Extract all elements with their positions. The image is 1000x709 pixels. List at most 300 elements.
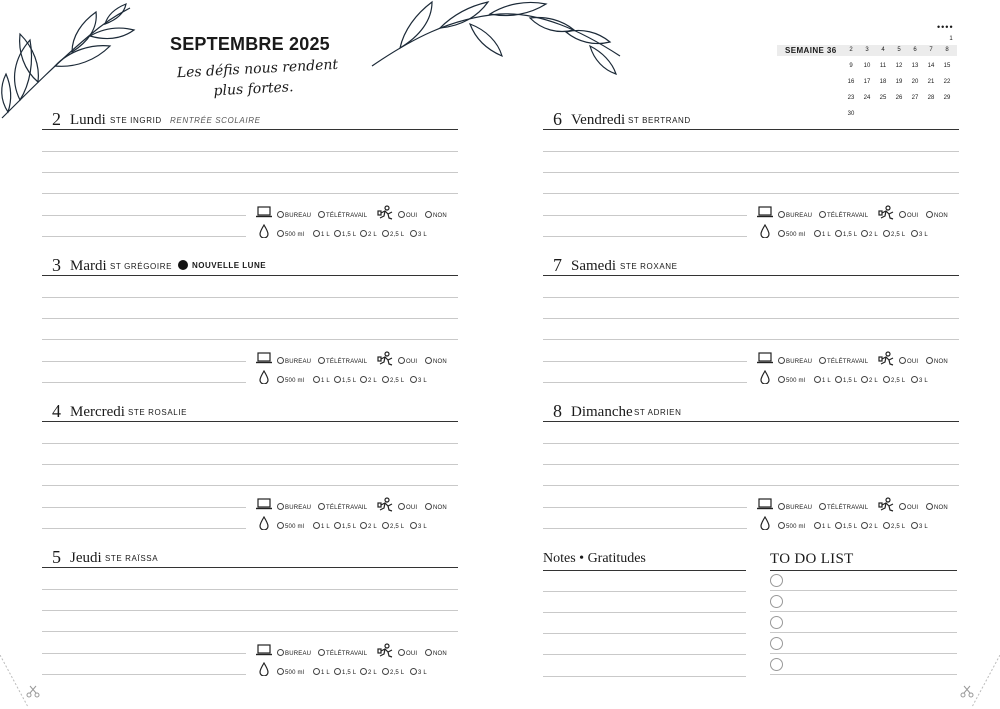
calendar-day: 15 [943,63,951,69]
sport-icon [878,497,896,515]
day-header [42,547,458,568]
option-non[interactable] [926,357,948,366]
writing-line [543,507,747,508]
saint-name: STE ROSALIE [128,408,188,417]
option-bureau[interactable] [778,503,812,512]
option-label: OUI [406,213,418,219]
day-name: Lundi [70,112,106,128]
option-bureau[interactable] [277,211,311,220]
calendar-day: 8 [945,47,949,53]
writing-line [42,172,458,173]
option-bureau[interactable] [277,357,311,366]
option-oui[interactable] [899,503,918,512]
day-block [543,109,959,249]
water-option[interactable] [334,522,356,531]
water-option[interactable] [883,230,905,239]
corner-dash-right [970,655,1000,709]
day-number: 3 [52,255,61,275]
day-block [42,109,458,249]
writing-line [42,361,246,362]
calendar-day: 7 [929,47,933,53]
calendar-day: 23 [847,95,855,101]
option-label: 2,5 L [390,524,405,530]
day-block [543,255,959,395]
option-non[interactable] [425,649,447,658]
todo-checkbox[interactable] [770,595,783,608]
water-option[interactable] [382,522,404,531]
option-label: 2 L [869,524,878,530]
option-label: 1 L [321,378,330,384]
water-option[interactable] [861,230,878,239]
laptop-icon [256,352,272,366]
writing-line [42,674,246,675]
option-label: TÉLÉTRAVAIL [827,505,869,511]
option-label: NON [433,213,447,219]
option-label: 1,5 L [843,232,858,238]
water-tracker [256,227,456,241]
writing-line [42,528,246,529]
option-oui[interactable] [398,357,417,366]
calendar-day: 2 [849,47,853,53]
writing-line [42,464,458,465]
option-label: 3 L [418,524,427,530]
day-number: 5 [52,547,61,567]
option-label: 500 ml [285,378,305,384]
day-header [543,401,959,422]
water-option[interactable] [313,522,330,531]
water-option[interactable] [778,230,805,239]
laptop-icon [256,206,272,220]
calendar-day: 20 [911,79,919,85]
writing-line [543,464,959,465]
option-teletravail[interactable] [819,503,868,512]
calendar-day: 27 [911,95,919,101]
calendar-day: 9 [849,63,853,69]
option-teletravail[interactable] [318,357,367,366]
day-header [543,255,959,276]
leaf-branch-center-illustration [370,0,630,80]
option-label: 1 L [321,232,330,238]
calendar-day: 1 [949,36,953,42]
todo-line [770,653,957,654]
motto [157,54,359,104]
day-header [42,109,458,130]
water-option[interactable] [313,230,330,239]
option-label: OUI [406,359,418,365]
option-label: 3 L [418,232,427,238]
saint-name: ST BERTRAND [628,116,691,125]
option-label: 1 L [321,670,330,676]
option-label: OUI [907,213,919,219]
option-non[interactable] [425,211,447,220]
option-teletravail[interactable] [819,211,868,220]
writing-line [42,297,458,298]
saint-name: ST ADRIEN [634,408,682,417]
writing-line [543,151,959,152]
motto-line-2: plus fortes. [213,79,294,100]
option-oui[interactable] [398,503,417,512]
option-label: 2 L [869,378,878,384]
todo-line [770,632,957,633]
water-tracker [757,373,957,387]
option-bureau[interactable] [778,357,812,366]
water-option[interactable] [835,230,857,239]
option-label: NON [934,213,948,219]
calendar-day: 21 [927,79,935,85]
day-header [42,401,458,422]
water-option[interactable] [778,376,805,385]
month-title: SEPTEMBRE 2025 [170,34,330,54]
water-option[interactable] [313,668,330,677]
calendar-day: 4 [881,47,885,53]
option-label: 2 L [368,232,377,238]
todo-line [770,674,957,675]
option-non[interactable] [425,503,447,512]
water-option[interactable] [334,668,356,677]
option-label: NON [433,359,447,365]
option-bureau[interactable] [277,503,311,512]
day-number: 2 [52,109,61,129]
option-label: 1,5 L [843,378,858,384]
water-option[interactable] [410,668,427,677]
option-label: BUREAU [285,359,312,365]
sport-icon [878,351,896,369]
day-name: Mercredi [70,404,125,420]
option-label: 3 L [919,232,928,238]
day-name: Dimanche [571,404,633,420]
option-label: BUREAU [285,505,312,511]
water-option[interactable] [778,522,805,531]
calendar-day: 11 [879,63,887,69]
water-drop-icon [259,224,269,240]
corner-dash-left [0,655,30,709]
option-non[interactable] [425,357,447,366]
laptop-icon [757,498,773,512]
water-tracker [256,519,456,533]
writing-line [42,318,458,319]
new-moon-icon [178,260,188,270]
option-label: 2,5 L [891,232,906,238]
day-name: Jeudi [70,550,102,566]
calendar-day: 6 [913,47,917,53]
todo-checkbox[interactable] [770,658,783,671]
water-drop-icon [259,516,269,532]
water-option[interactable] [835,522,857,531]
day-block [42,401,458,541]
option-label: 2 L [869,232,878,238]
day-name: Samedi [571,258,616,274]
water-option[interactable] [911,376,928,385]
option-label: 1 L [822,378,831,384]
calendar-day: 5 [897,47,901,53]
saint-name: ST GRÉGOIRE [110,262,173,271]
option-label: TÉLÉTRAVAIL [326,505,368,511]
calendar-day: 28 [927,95,935,101]
option-label: TÉLÉTRAVAIL [827,213,869,219]
option-label: 3 L [919,524,928,530]
todo-line [770,590,957,591]
option-label: 3 L [418,378,427,384]
water-drop-icon [760,224,770,240]
option-teletravail[interactable] [318,503,367,512]
writing-line [42,631,458,632]
day-number: 7 [553,255,562,275]
calendar-day: 25 [879,95,887,101]
water-option[interactable] [814,522,831,531]
day-header [543,109,959,130]
water-option[interactable] [313,376,330,385]
option-non[interactable] [926,503,948,512]
laptop-icon [256,644,272,658]
option-label: 3 L [919,378,928,384]
calendar-day: 12 [895,63,903,69]
work-sport-tracker [256,500,456,514]
day-number: 6 [553,109,562,129]
writing-line [42,589,458,590]
water-tracker [757,519,957,533]
water-option[interactable] [277,522,304,531]
option-label: 500 ml [285,232,305,238]
writing-line [543,215,747,216]
option-label: TÉLÉTRAVAIL [326,651,368,657]
water-option[interactable] [360,668,377,677]
option-teletravail[interactable] [318,211,367,220]
option-label: TÉLÉTRAVAIL [326,359,368,365]
day-event: RENTRÉE SCOLAIRE [170,116,261,125]
option-label: 2,5 L [390,232,405,238]
water-option[interactable] [911,522,928,531]
water-option[interactable] [382,230,404,239]
moon-phase [178,260,266,271]
writing-line [42,485,458,486]
sport-icon [377,497,395,515]
todo-checkbox[interactable] [770,616,783,629]
water-tracker [256,665,456,679]
option-label: 1,5 L [843,524,858,530]
water-option[interactable] [883,522,905,531]
calendar-day: 17 [863,79,871,85]
option-teletravail[interactable] [819,357,868,366]
option-label: BUREAU [786,505,813,511]
option-label: 1,5 L [342,670,357,676]
option-bureau[interactable] [277,649,311,658]
water-option[interactable] [883,376,905,385]
option-label: 2 L [368,378,377,384]
option-label: NON [433,505,447,511]
calendar-day: 30 [847,111,855,117]
option-label: BUREAU [786,213,813,219]
water-drop-icon [760,516,770,532]
calendar-day: 29 [943,95,951,101]
writing-line [543,528,747,529]
option-label: NON [934,505,948,511]
day-name: Vendredi [571,112,626,128]
option-label: 1,5 L [342,378,357,384]
water-option[interactable] [360,376,377,385]
todo-checkbox[interactable] [770,574,783,587]
sport-icon [878,205,896,223]
option-label: 500 ml [285,524,305,530]
writing-line [543,485,959,486]
water-option[interactable] [382,668,404,677]
option-label: 1,5 L [342,232,357,238]
option-oui[interactable] [899,211,918,220]
todo-title: TO DO LIST [770,550,957,571]
calendar-day: 16 [847,79,855,85]
page-dots: •••• [937,22,954,32]
option-oui[interactable] [899,357,918,366]
writing-line [42,443,458,444]
option-label: 2 L [368,670,377,676]
water-option[interactable] [410,522,427,531]
todo-line [770,611,957,612]
option-label: OUI [406,651,418,657]
option-label: BUREAU [786,359,813,365]
writing-line [42,151,458,152]
water-option[interactable] [277,668,304,677]
day-name: Mardi [70,258,107,274]
calendar-day: 3 [865,47,869,53]
option-label: OUI [907,505,919,511]
work-sport-tracker [256,646,456,660]
option-label: BUREAU [285,213,312,219]
calendar-day: 10 [863,63,871,69]
water-option[interactable] [334,376,356,385]
option-non[interactable] [926,211,948,220]
day-number: 8 [553,401,562,421]
option-label: BUREAU [285,651,312,657]
water-option[interactable] [911,230,928,239]
notes-line [543,633,746,634]
option-label: 1 L [822,232,831,238]
writing-line [42,507,246,508]
calendar-day: 24 [863,95,871,101]
option-label: 3 L [418,670,427,676]
option-label: OUI [907,359,919,365]
water-drop-icon [760,370,770,386]
writing-line [42,193,458,194]
water-option[interactable] [277,376,304,385]
option-label: 2,5 L [390,670,405,676]
work-sport-tracker [256,354,456,368]
writing-line [543,339,959,340]
option-label: 500 ml [786,524,806,530]
water-option[interactable] [861,376,878,385]
option-bureau[interactable] [778,211,812,220]
water-option[interactable] [277,230,304,239]
sport-icon [377,643,395,661]
writing-line [42,653,246,654]
water-option[interactable] [814,230,831,239]
option-label: 2,5 L [891,524,906,530]
work-sport-tracker [757,354,957,368]
water-option[interactable] [814,376,831,385]
option-label: 1,5 L [342,524,357,530]
saint-name: STE RAÏSSA [105,554,159,563]
option-label: TÉLÉTRAVAIL [326,213,368,219]
option-label: NON [433,651,447,657]
water-option[interactable] [410,376,427,385]
water-option[interactable] [382,376,404,385]
option-label: 2,5 L [891,378,906,384]
option-oui[interactable] [398,211,417,220]
saint-name: STE ROXANE [620,262,678,271]
notes-line [543,591,746,592]
writing-line [543,443,959,444]
calendar-day: 22 [943,79,951,85]
work-sport-tracker [757,500,957,514]
writing-line [42,382,246,383]
work-sport-tracker [256,208,456,222]
writing-line [42,215,246,216]
work-sport-tracker [757,208,957,222]
todo-checkbox[interactable] [770,637,783,650]
writing-line [42,339,458,340]
writing-line [543,193,959,194]
option-label: TÉLÉTRAVAIL [827,359,869,365]
option-label: 2 L [368,524,377,530]
water-tracker [256,373,456,387]
option-label: NON [934,359,948,365]
option-oui[interactable] [398,649,417,658]
week-label: SEMAINE 36 [785,46,837,55]
writing-line [543,318,959,319]
water-tracker [757,227,957,241]
day-block [42,547,458,687]
option-label: 500 ml [786,232,806,238]
writing-line [42,610,458,611]
water-option[interactable] [835,376,857,385]
writing-line [543,236,747,237]
calendar-day: 13 [911,63,919,69]
water-option[interactable] [360,230,377,239]
laptop-icon [757,352,773,366]
calendar-day: 18 [879,79,887,85]
day-header [42,255,458,276]
option-label: OUI [406,505,418,511]
notes-line [543,676,746,677]
moon-phase-label: NOUVELLE LUNE [192,261,267,270]
day-block [42,255,458,395]
writing-line [543,382,747,383]
saint-name: STE INGRID [110,116,162,125]
calendar-day: 14 [927,63,935,69]
motto-line-1: Les défis nous rendent [176,56,339,82]
calendar-day: 26 [895,95,903,101]
calendar-day: 19 [895,79,903,85]
option-label: 500 ml [786,378,806,384]
day-block [543,401,959,541]
writing-line [543,361,747,362]
notes-line [543,654,746,655]
option-label: 1 L [321,524,330,530]
notes-title: Notes • Gratitudes [543,550,746,571]
writing-line [543,297,959,298]
water-option[interactable] [861,522,878,531]
option-label: 2,5 L [390,378,405,384]
sport-icon [377,205,395,223]
notes-line [543,612,746,613]
option-label: 1 L [822,524,831,530]
water-drop-icon [259,370,269,386]
water-option[interactable] [334,230,356,239]
option-label: 500 ml [285,670,305,676]
option-teletravail[interactable] [318,649,367,658]
water-option[interactable] [360,522,377,531]
day-number: 4 [52,401,61,421]
water-option[interactable] [410,230,427,239]
writing-line [543,172,959,173]
